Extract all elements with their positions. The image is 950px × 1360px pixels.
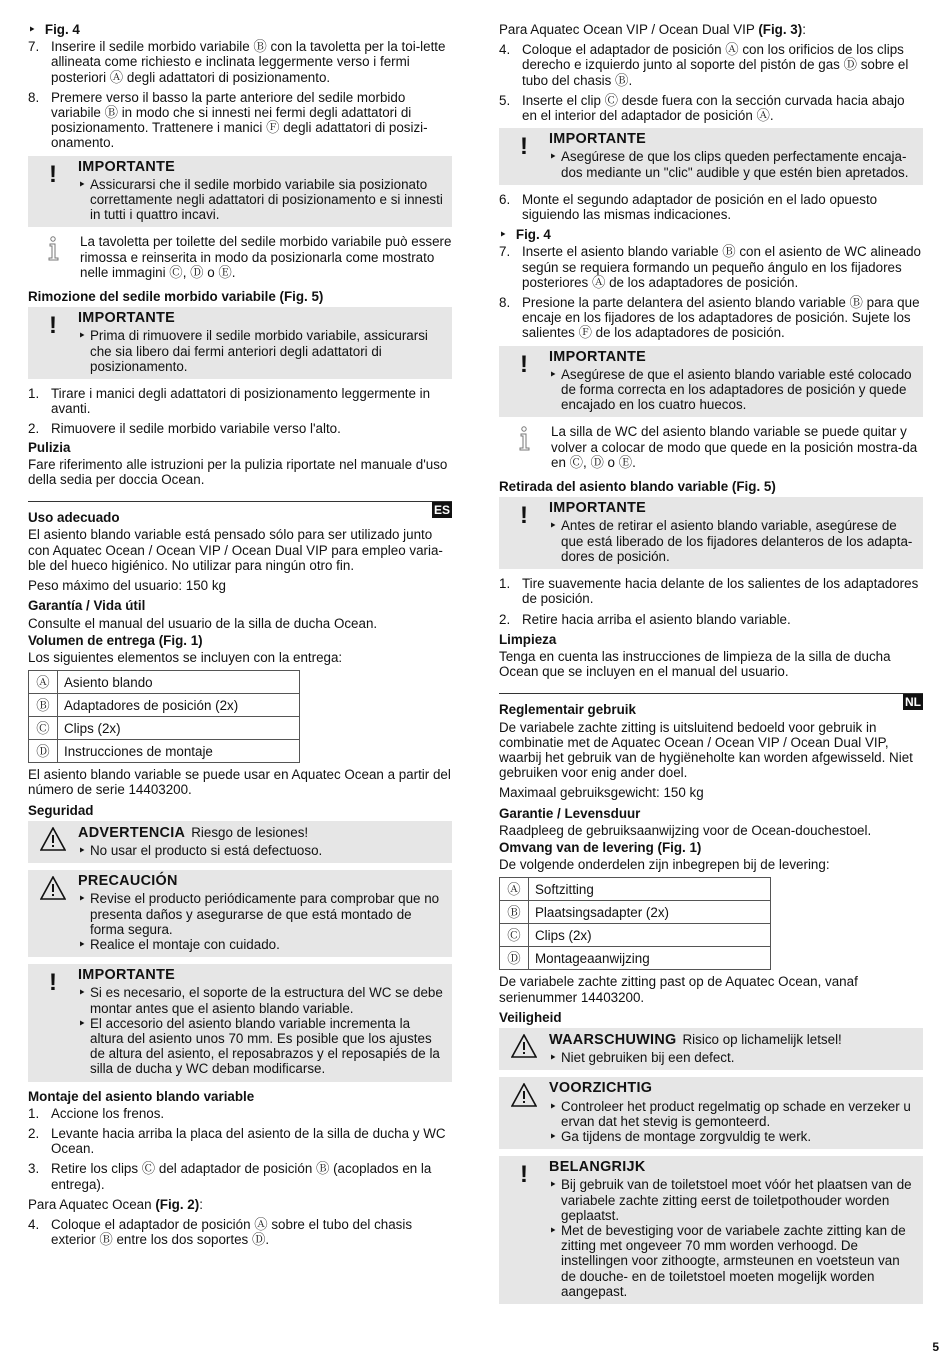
list-item: 2. Levante hacia arriba la placa del asiento de la silla de ducha y WC Ocean. <box>28 1125 446 1157</box>
table-row: Ⓐ Asiento blando <box>29 671 300 694</box>
section-heading: Garantie / Levensduur <box>499 805 641 821</box>
notice-title: IMPORTANTE <box>549 348 647 365</box>
bullet-item: ‣ Controleer het product regelmatig op schade en verzeker u ervan dat het stevig is gemonteerd. <box>549 1099 915 1129</box>
exclamation-icon: ! <box>520 133 528 161</box>
notice-title: IMPORTANTE <box>78 158 176 175</box>
exclamation-icon: ! <box>49 312 57 340</box>
important-notice <box>499 128 923 185</box>
bullet-item: ‣ Met de bevestiging voor de variabele zachte zitting kan de zitting met ongeveer 70 mm worden verhoogd. De instellingen voor zithoogte, armsteunen en voetsteun van de douche- en de toiletstoel moeten mogelijk worden aangepast. <box>549 1223 915 1299</box>
paragraph: Peso máximo del usuario: 150 kg <box>28 578 226 594</box>
notice-title: ADVERTENCIA Riesgo de lesiones! <box>78 824 309 841</box>
list-item: 8. Premere verso il basso la parte anteriore del sedile morbido variabile Ⓑ in modo che si innesti nei fermi degli adattatori di posizionamento. Trattenere i manici Ⓕ degli adattatori di posizi-onamento. <box>28 89 428 151</box>
table-row: Ⓐ Softzitting <box>500 878 771 901</box>
paragraph: Tenga en cuenta las instrucciones de limpieza de la silla de ducha Ocean que se incluyen en el manual del usuario. <box>499 648 891 680</box>
bullet-item: ‣ Asegúrese de que los clips queden perfectamente encaja-dos mediante un "clic" audible y que estén bien apretados. <box>549 149 915 179</box>
list-item: 1. Accione los frenos. <box>28 1105 165 1121</box>
right-column <box>499 22 923 1311</box>
fig-reference: ‣ Fig. 4 <box>499 227 923 242</box>
warning-triangle-icon <box>499 1032 549 1065</box>
delivery-table <box>28 670 300 763</box>
table-row: Ⓑ Adaptadores de posición (2x) <box>29 694 300 717</box>
paragraph: El asiento blando variable se puede usar en Aquatec Ocean a partir del número de serie 14403200. <box>28 767 451 798</box>
section-heading: Seguridad <box>28 802 94 818</box>
info-icon <box>499 424 551 470</box>
notice-title: PRECAUCIÓN <box>78 873 178 890</box>
section-heading: Garantía / Vida útil <box>28 598 146 614</box>
table-row: Ⓒ Clips (2x) <box>29 717 300 740</box>
section-heading: Retirada del asiento blando variable (Fig. 5) <box>499 479 776 495</box>
warning-notice <box>499 1028 923 1070</box>
table-row: Ⓓ Instrucciones de montaje <box>29 740 300 763</box>
important-notice <box>499 1156 923 1304</box>
list-item: 2. Retire hacia arriba el asiento blando variable. <box>499 611 791 627</box>
section-heading: Montaje del asiento blando variable <box>28 1088 255 1104</box>
paragraph: Fare riferimento alle istruzioni per la pulizia riportate nel manuale d'uso della sedia per doccia Ocean. <box>28 456 448 488</box>
warning-triangle-icon <box>499 1081 549 1144</box>
bullet-item: ‣ Si es necesario, el soporte de la estructura del WC se debe montar antes que el asiento blando variable. <box>78 985 444 1015</box>
paragraph: Consulte el manual del usuario de la silla de ducha Ocean. <box>28 615 378 631</box>
language-tag: ES <box>433 503 450 518</box>
bullet-item: ‣ Revise el producto periódicamente para comprobar que no presenta daños y asegurarse de que está montado de forma segura. <box>78 891 444 937</box>
language-tag: NL <box>905 695 921 710</box>
exclamation-icon: ! <box>49 969 57 997</box>
fig-reference: ‣ Fig. 4 <box>28 22 452 37</box>
list-item: 8. Presione la parte delantera del asiento blando variable Ⓑ para que encaje en los fijadores de los adaptadores de posición. Sujete los salientes Ⓕ de los adaptadores de posición. <box>499 295 920 341</box>
list-item: 7. Inserire il sedile morbido variabile Ⓑ con la tavoletta per la toi-lette allineata come richiesto e inclinata leggermente verso i fermi posteriori Ⓐ degli adattatori di posizionamento. <box>28 39 446 85</box>
paragraph: Raadpleeg de gebruiksaanwijzing voor de Ocean-douchestoel. <box>499 822 872 838</box>
bullet-item: ‣ Assicurarsi che il sedile morbido variabile sia posizionato correttamente negli adattatori di posizionamento e si innesti in tutti i quattro incavi. <box>78 177 444 223</box>
section-heading: Omvang van de levering (Fig. 1) <box>499 839 702 855</box>
important-notice <box>499 346 923 418</box>
delivery-table <box>499 877 771 970</box>
warning-notice <box>28 821 452 863</box>
warning-triangle-icon <box>28 874 78 952</box>
bullet-item: ‣ No usar el producto si está defectuoso. <box>78 843 444 858</box>
left-column <box>28 22 452 1252</box>
section-heading: Uso adecuado <box>28 510 120 526</box>
notice-title: WAARSCHUWING Risico op lichamelijk letsel! <box>549 1031 842 1048</box>
exclamation-icon: ! <box>520 1161 528 1189</box>
notice-title: IMPORTANTE <box>78 310 176 327</box>
section-heading: Volumen de entrega (Fig. 1) <box>28 632 203 648</box>
important-notice <box>28 964 452 1081</box>
bullet-item: ‣ Antes de retirar el asiento blando variable, asegúrese de que está liberado de los fijadores delanteros de los adapta-dores de posición. <box>549 518 915 564</box>
notice-title: BELANGRIJK <box>549 1159 646 1176</box>
info-icon <box>28 234 80 280</box>
list-item: 6. Monte el segundo adaptador de posición en el lado opuesto siguiendo las mismas indicaciones. <box>499 191 878 223</box>
paragraph: De volgende onderdelen zijn inbegrepen bij de levering: <box>499 857 830 873</box>
bullet-item: ‣ El accesorio del asiento blando variable incrementa la altura del asiento unos 70 mm. Es posible que los ajustes de altura del asiento, el reposabrazos y el reposapiés de la silla de ducha y WC deban modificarse. <box>78 1016 444 1077</box>
section-heading: Limpieza <box>499 631 557 647</box>
list-item: 7. Inserte el asiento blando variable Ⓑ con el asiento de WC alineado según se requiera formando un pequeño ángulo en los fijadores posteriores Ⓐ de los adaptadores de posición. <box>499 244 921 290</box>
warning-triangle-icon <box>28 825 78 858</box>
section-heading: Reglementair gebruik <box>499 702 636 718</box>
paragraph: De variabele zachte zitting is uitsluitend bedoeld voor gebruik in combinatie met de Aquatec Ocean / Ocean VIP / Ocean Dual VIP, waarbij het gebruik van de hygiëneholte kan worden afgewisseld. Niet gebruiken voor enig ander doel. <box>499 719 913 781</box>
info-note: La tavoletta per toilette del sedile morbido variabile può essere rimossa e reinserita in modo da posizionarla come mostrato nelle immagini Ⓒ, Ⓓ o Ⓔ. <box>28 234 452 280</box>
list-item: 4. Coloque el adaptador de posición Ⓐ sobre el tubo del chasis exterior Ⓑ entre los dos soportes Ⓓ. <box>28 1216 413 1248</box>
list-item: 3. Retire los clips Ⓒ del adaptador de posición Ⓑ (acoplados en la entrega). <box>28 1161 432 1192</box>
list-item: 2. Rimuovere il sedile morbido variabile verso l'alto. <box>28 421 341 437</box>
list-item: 1. Tirare i manici degli adattatori di posizionamento leggermente in avanti. <box>28 386 431 417</box>
info-note: La silla de WC del asiento blando variable se puede quitar y volver a colocar de modo que quede en la posición mostra-da en Ⓒ, Ⓓ o Ⓔ. <box>499 424 923 470</box>
notice-title: IMPORTANTE <box>549 500 647 517</box>
paragraph: Los siguientes elementos se incluyen con la entrega: <box>28 649 343 665</box>
bullet-item: ‣ Realice el montaje con cuidado. <box>78 937 444 952</box>
bullet-item: ‣ Ga tijdens de montage zorgvuldig te werk. <box>549 1129 915 1144</box>
paragraph: Para Aquatec Ocean (Fig. 2): <box>28 1196 203 1212</box>
bullet-item: ‣ Bij gebruik van de toiletstoel moet vóór het plaatsen van de variabele zachte zitting eerst de toiletpothouder worden geplaatst. <box>549 1177 915 1223</box>
bullet-item: ‣ Asegúrese de que el asiento blando variable esté colocado de forma correcta en los adaptadores de posición y quede encajado en los cuatro huecos. <box>549 367 915 413</box>
important-notice <box>28 307 452 379</box>
paragraph: El asiento blando variable está pensado sólo para ser utilizado junto con Aquatec Ocean / Ocean VIP / Ocean Dual VIP para empleo varia-ble del hueco higiénico. No utilizar para ningún otro fin. <box>28 527 443 573</box>
section-heading: Veiligheid <box>499 1009 562 1025</box>
notice-title: IMPORTANTE <box>78 967 176 984</box>
exclamation-icon: ! <box>49 160 57 188</box>
notice-title: VOORZICHTIG <box>549 1080 653 1097</box>
caution-notice <box>499 1077 923 1149</box>
list-item: 5. Inserte el clip Ⓒ desde fuera con la sección curvada hacia abajo en el interior del adaptador de posición Ⓐ. <box>499 92 905 124</box>
exclamation-icon: ! <box>520 350 528 378</box>
bullet-item: ‣ Prima di rimuovere il sedile morbido variabile, assicurarsi che sia libero dai fermi anteriori degli adattatori di posizionamento. <box>78 328 444 374</box>
paragraph: De variabele zachte zitting past op de Aquatec Ocean, vanaf serienummer 14403200. <box>499 974 858 1005</box>
important-notice <box>28 156 452 228</box>
table-row: Ⓒ Clips (2x) <box>500 924 771 947</box>
bullet-item: ‣ Niet gebruiken bij een defect. <box>549 1050 915 1065</box>
exclamation-icon: ! <box>520 502 528 530</box>
list-item: 1. Tire suavemente hacia delante de los salientes de los adaptadores de posición. <box>499 576 919 607</box>
paragraph: Maximaal gebruiksgewicht: 150 kg <box>499 785 704 801</box>
paragraph: Para Aquatec Ocean VIP / Ocean Dual VIP (Fig. 3): <box>499 22 806 37</box>
list-item: 4. Coloque el adaptador de posición Ⓐ con los orificios de los clips derecho e izquierdo junto al soporte del pistón de gas Ⓓ sobre el tubo del chasis Ⓑ. <box>499 42 909 88</box>
caution-notice <box>28 870 452 957</box>
section-heading: Pulizia <box>28 439 71 455</box>
table-row: Ⓑ Plaatsingsadapter (2x) <box>500 901 771 924</box>
section-heading: Rimozione del sedile morbido variabile (Fig. 5) <box>28 289 324 305</box>
notice-title: IMPORTANTE <box>549 131 647 148</box>
important-notice <box>499 497 923 569</box>
page-number: 5 <box>932 1340 939 1354</box>
table-row: Ⓓ Montageaanwijzing <box>500 947 771 970</box>
